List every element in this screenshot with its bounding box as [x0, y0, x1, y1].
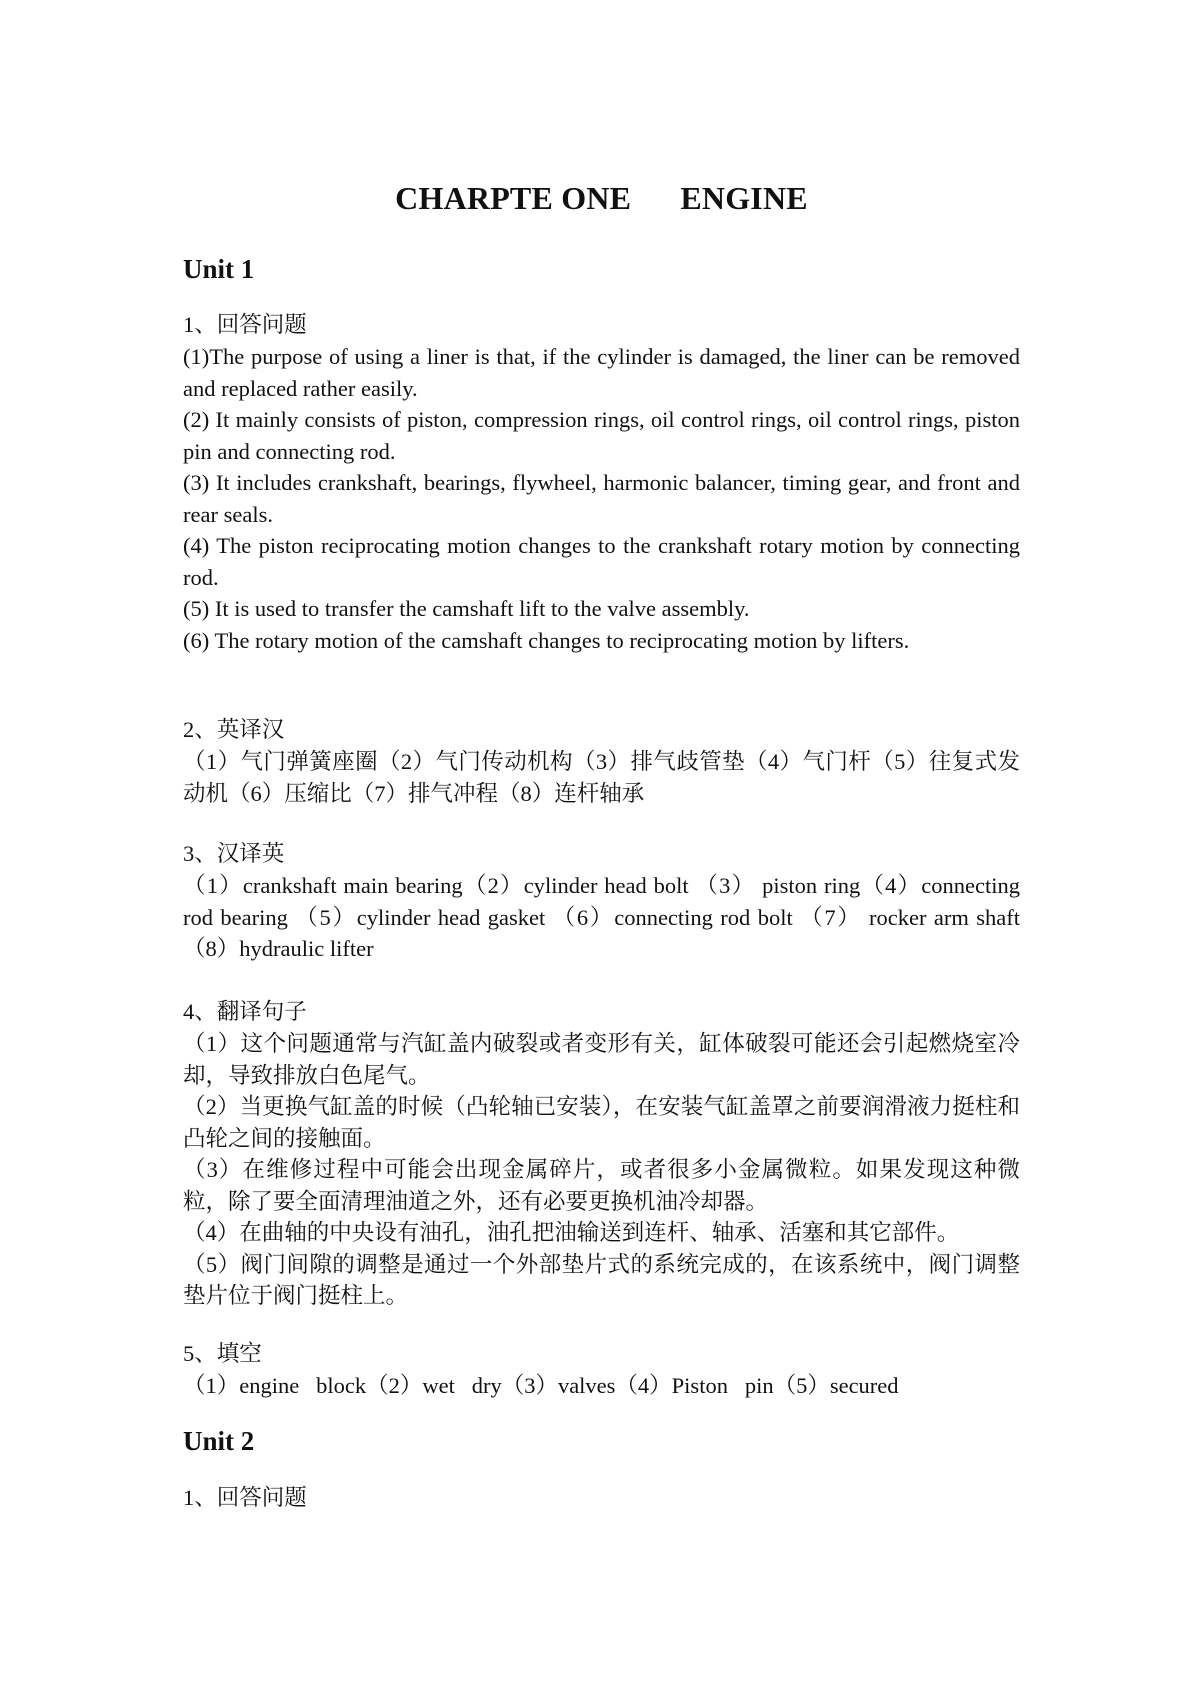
section-chinese-to-english [183, 838, 1026, 965]
answer-paragraph: （1）engine block（2）wet dry（3）valves（4）Piston pin（5）secured [183, 1373, 899, 1398]
section-heading: 4、翻译句子 [183, 999, 307, 1024]
answer-paragraph: （1）crankshaft main bearing（2）cylinder head bolt （3） piston ring（4）connecting rod bearing （5）cylinder head gasket （6）connecting rod bolt （7） rocker arm shaft （8）hydraulic lifter [183, 873, 1026, 961]
answer-paragraph: （1）气门弹簧座圈（2）气门传动机构（3）排气歧管垫（4）气门杆（5）往复式发动机（6）压缩比（7）排气冲程（8）连杆轴承 [183, 749, 1020, 806]
answer-paragraph: （5）阀门间隙的调整是通过一个外部垫片式的系统完成的，在该系统中，阀门调整垫片位于阀门挺柱上。 [183, 1251, 1020, 1308]
section-answer-questions [183, 309, 1020, 656]
answer-paragraph: (2) It mainly consists of piston, compression rings, oil control rings, oil control rings, piston pin and connecting rod. [183, 407, 1020, 464]
unit-title: Unit 1 [183, 254, 255, 284]
chapter-title: CHARPTE ONE ENGINE [395, 180, 808, 216]
section-heading: 2、英译汉 [183, 717, 285, 742]
answer-paragraph: (3) It includes crankshaft, bearings, flywheel, harmonic balancer, timing gear, and front and rear seals. [183, 470, 1020, 527]
answer-paragraph: （3）在维修过程中可能会出现金属碎片，或者很多小金属微粒。如果发现这种微粒，除了要全面清理油道之外，还有必要更换机油冷却器。 [183, 1157, 1020, 1214]
answer-paragraph: （2）当更换气缸盖的时候（凸轮轴已安装），在安装气缸盖罩之前要润滑液力挺柱和凸轮之间的接触面。 [183, 1094, 1020, 1151]
section-heading: 1、回答问题 [183, 312, 307, 337]
section-heading: 5、填空 [183, 1341, 262, 1366]
answer-paragraph: (5) It is used to transfer the camshaft lift to the valve assembly. [183, 596, 750, 621]
answer-paragraph: （1）这个问题通常与汽缸盖内破裂或者变形有关，缸体破裂可能还会引起燃烧室冷却，导致排放白色尾气。 [183, 1031, 1020, 1088]
unit-title: Unit 2 [183, 1426, 255, 1456]
section-heading: 3、汉译英 [183, 841, 285, 866]
section-heading: 1、回答问题 [183, 1485, 307, 1510]
answer-paragraph: （4）在曲轴的中央设有油孔，油孔把油输送到连杆、轴承、活塞和其它部件。 [183, 1220, 960, 1245]
answer-paragraph: (6) The rotary motion of the camshaft changes to reciprocating motion by lifters. [183, 627, 910, 653]
section-fill-in-blanks [183, 1338, 1020, 1402]
section-english-to-chinese [183, 714, 1020, 809]
section-answer-questions [183, 1482, 1020, 1514]
section-translate-sentences [183, 996, 1020, 1312]
answer-paragraph: (4) The piston reciprocating motion changes to the crankshaft rotary motion by connecting rod. [183, 533, 1020, 590]
answer-paragraph: (1)The purpose of using a liner is that, if the cylinder is damaged, the liner can be removed and replaced rather easily. [183, 344, 1020, 401]
